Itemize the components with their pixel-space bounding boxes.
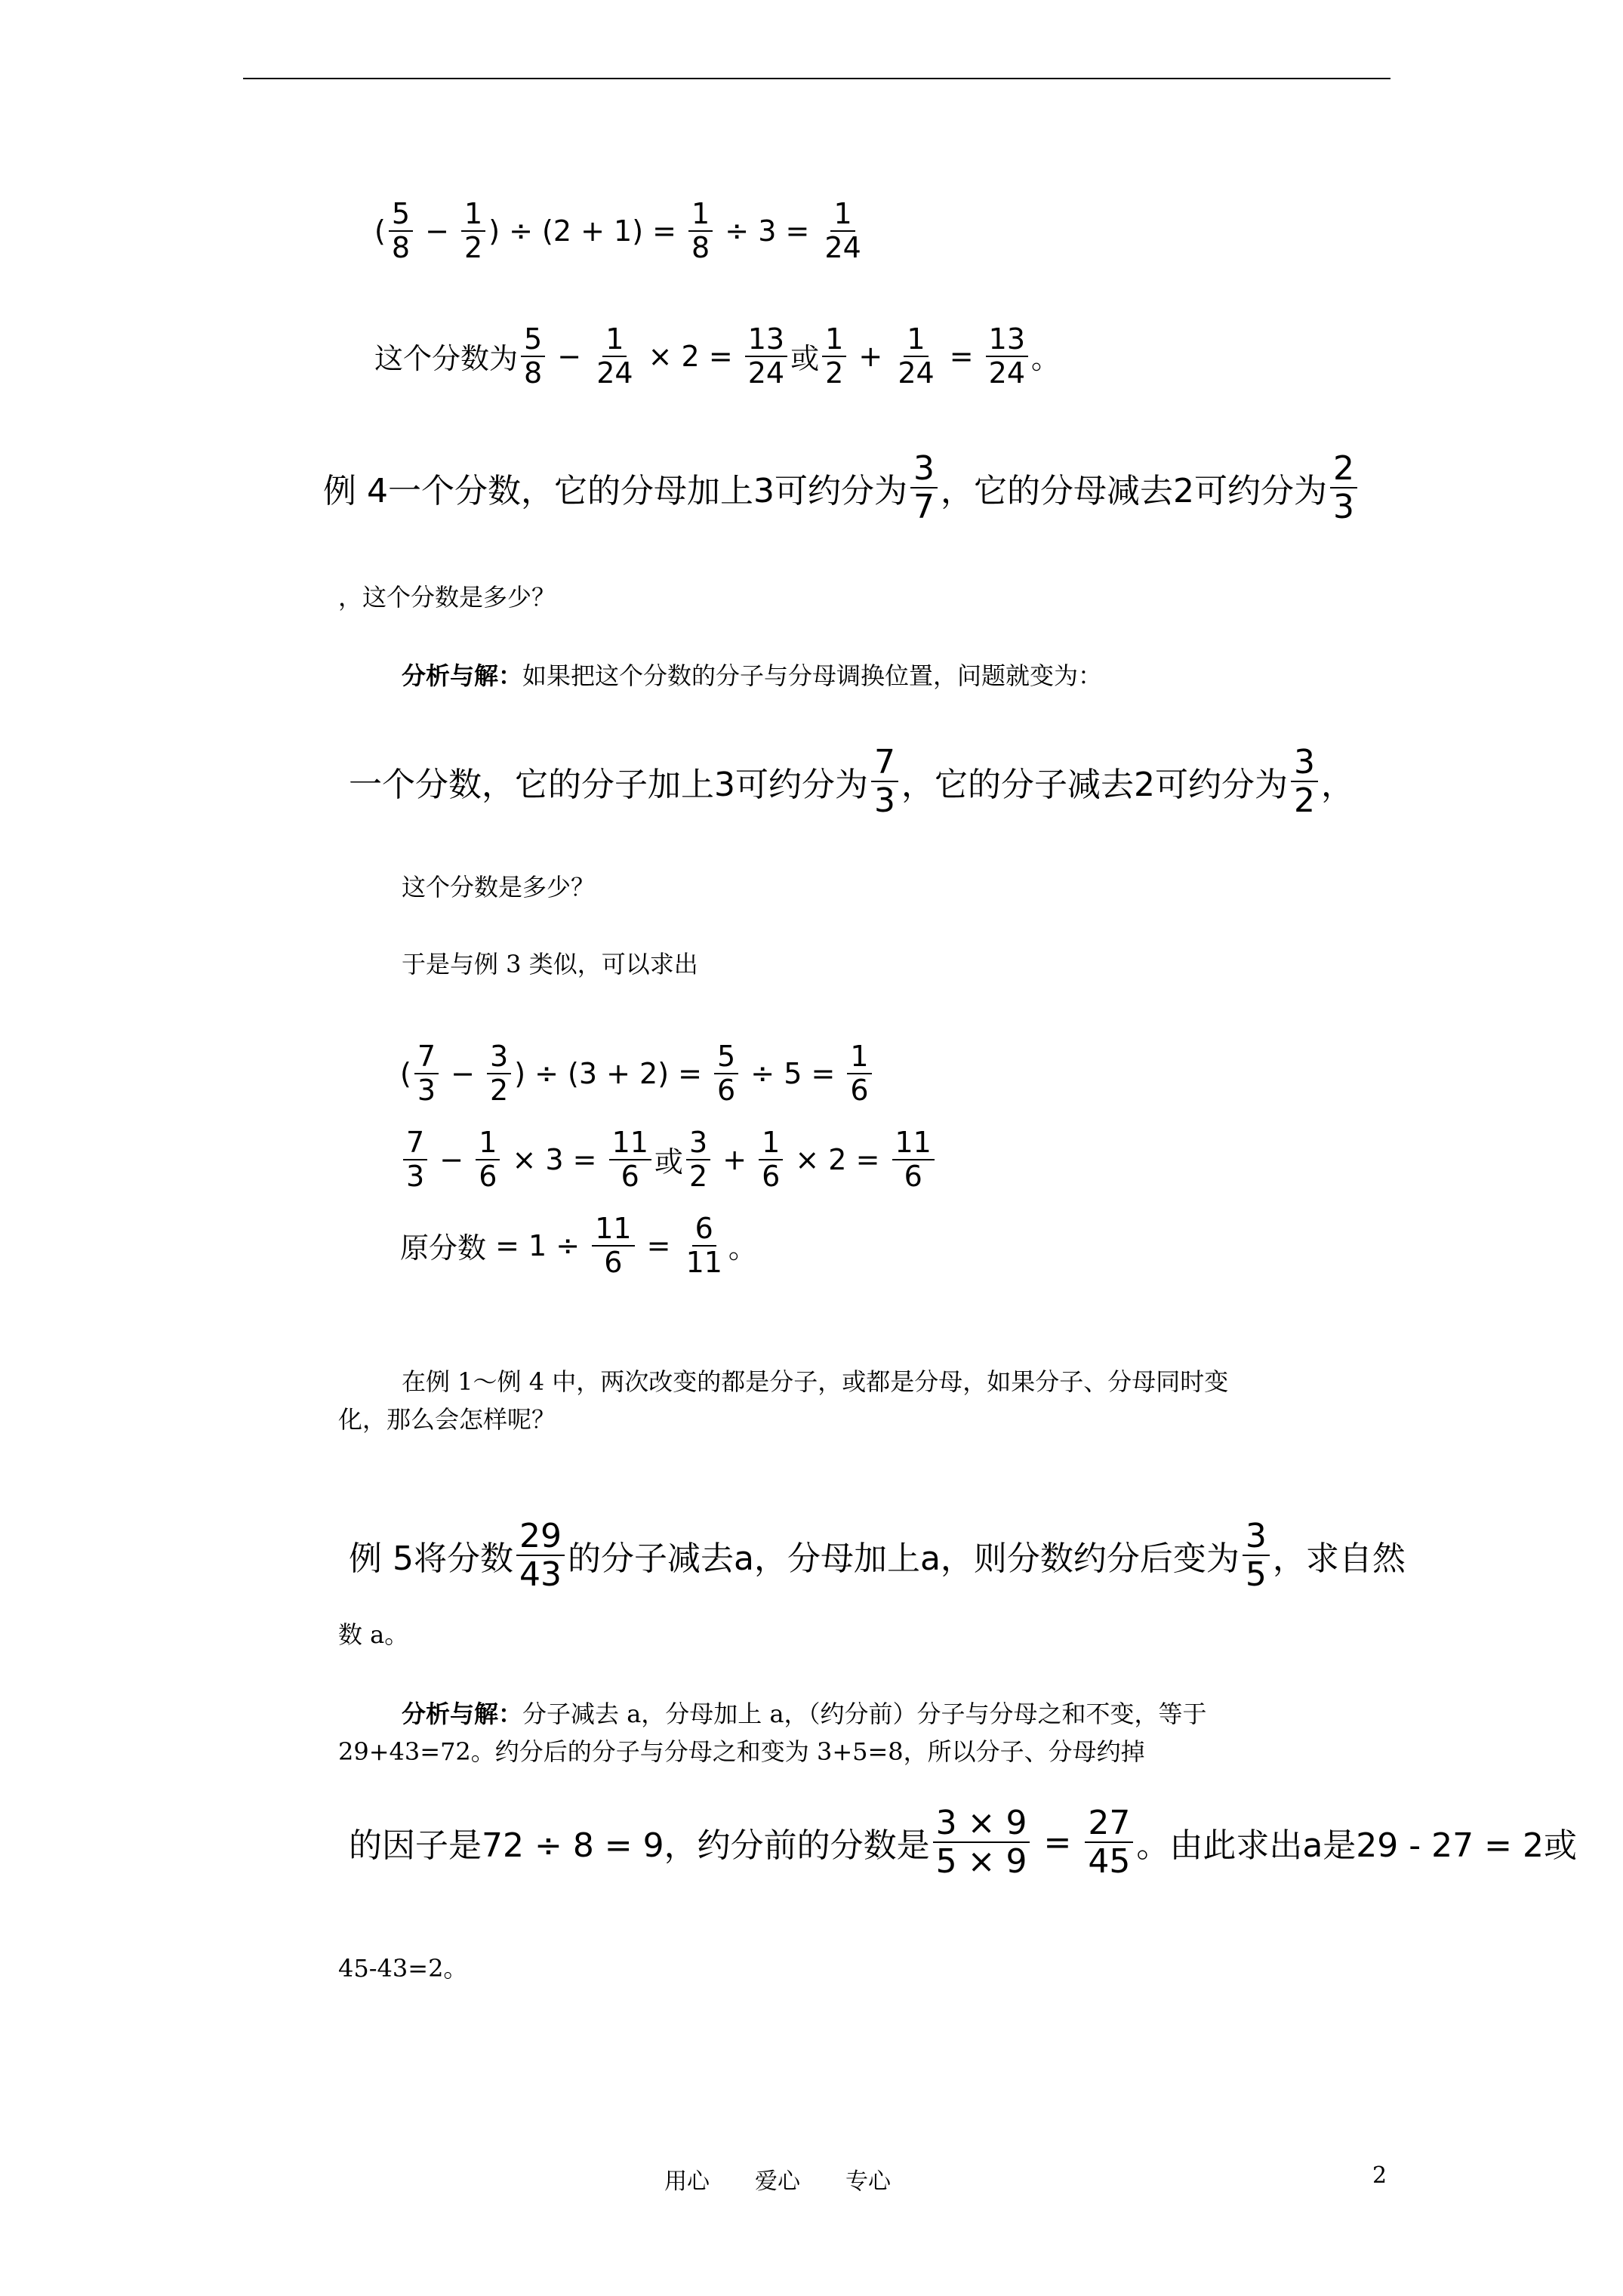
operator: = — [637, 1228, 680, 1262]
fraction: $\frac{1}{2}$ — [461, 198, 485, 264]
operator: − — [442, 1056, 485, 1090]
equation-2 — [374, 323, 1060, 389]
equation-text: 或 — [790, 342, 820, 376]
fraction: $\frac{1}{24}$ — [596, 322, 633, 390]
similar-note: 于是与例 3 类似，可以求出 — [402, 950, 698, 978]
equation-text: 。 — [728, 1231, 757, 1265]
factor-line — [349, 1804, 1577, 1881]
operator: − — [416, 214, 459, 248]
fraction: $\frac{1}{6}$ — [759, 1126, 783, 1192]
header-rule — [243, 78, 1390, 79]
fraction: $\frac{1}{8}$ — [688, 198, 713, 264]
operator: × 3 = — [503, 1142, 606, 1176]
operator: ÷ 3 = — [716, 214, 819, 248]
operator: × 2 = — [786, 1142, 889, 1176]
factor-text: 。由此求出a是29 - 27 = 2或 — [1136, 1826, 1577, 1866]
equation-3 — [400, 1040, 875, 1106]
fraction: $\frac{27}{45}$ — [1085, 1804, 1133, 1881]
example-text: 例 4一个分数，它的分母加上3可约分为 — [323, 472, 907, 511]
restated-question: 这个分数是多少？ — [402, 873, 596, 901]
fraction: $\frac{6}{11}$ — [685, 1212, 722, 1279]
operator: ) ÷ (3 + 2) = — [514, 1056, 712, 1090]
fraction: $\frac{1}{24}$ — [898, 322, 935, 390]
fraction: $\frac{7}{3}$ — [414, 1040, 439, 1106]
operator: + — [713, 1142, 756, 1176]
paragraph-line-1: 在例 1～例 4 中，两次改变的都是分子，或都是分母，如果分子、分母同时变 — [402, 1367, 1229, 1396]
page-number: 2 — [1372, 2162, 1387, 2189]
operator: = 1 ÷ — [486, 1228, 590, 1262]
example-text: ，它的分母减去2可约分为 — [940, 472, 1327, 511]
analysis-paragraph-2 — [402, 1695, 1207, 1730]
example-text: 的分子减去a，分母加上a，则分数约分后变为 — [567, 1539, 1240, 1579]
problem-text: 一个分数，它的分子加上3可约分为 — [349, 766, 868, 805]
fraction: $\frac{11}{6}$ — [609, 1126, 651, 1192]
fraction: $\frac{1}{2}$ — [822, 323, 846, 389]
fraction: $\frac{3}{2}$ — [487, 1040, 511, 1106]
fraction: $\frac{3}{2}$ — [1291, 744, 1318, 820]
problem-text: ， — [1321, 766, 1354, 805]
fraction: $\frac{13}{24}$ — [986, 323, 1028, 389]
analysis-label: 分析与解： — [402, 661, 523, 690]
equation-4 — [400, 1126, 938, 1192]
equation-text: 原分数 — [400, 1231, 487, 1265]
example-4 — [323, 450, 1360, 526]
final-line: 45-43=2。 — [338, 1954, 468, 1983]
operator: − — [548, 339, 591, 373]
operator: × 2 = — [639, 339, 742, 373]
fraction: $\frac{1}{6}$ — [847, 1040, 871, 1106]
example-text: 例 5将分数 — [349, 1539, 513, 1579]
paren: ( — [374, 214, 386, 248]
operator: = — [1033, 1823, 1083, 1862]
example-4-question: ，这个分数是多少？ — [338, 583, 556, 612]
analysis-paragraph-1 — [402, 657, 1102, 692]
equation-text: 这个分数为 — [374, 342, 519, 376]
operator: = — [940, 339, 983, 373]
fraction: $\frac{2}{3}$ — [1330, 450, 1357, 526]
analysis-text: 如果把这个分数的分子与分母调换位置，问题就变为： — [522, 661, 1103, 690]
equation-1 — [374, 198, 867, 264]
fraction: $\frac{3 \times 9}{5 \times 9}$ — [933, 1804, 1030, 1881]
fraction: $\frac{3}{2}$ — [686, 1126, 710, 1192]
fraction: $\frac{1}{6}$ — [476, 1126, 500, 1192]
fraction: $\frac{11}{6}$ — [592, 1213, 634, 1278]
example-text: ，求自然 — [1272, 1539, 1406, 1579]
operator: ) ÷ (2 + 1) = — [488, 214, 686, 248]
analysis-paragraph-2-line-2: 29+43=72。约分后的分子与分母之和变为 3+5=8，所以分子、分母约掉 — [338, 1737, 1145, 1766]
fraction: $\frac{11}{6}$ — [892, 1126, 935, 1192]
analysis-text: 分子减去 a，分母加上 a，（约分前）分子与分母之和不变，等于 — [522, 1700, 1207, 1728]
footer-text: 用心 爱心 专心 — [664, 2168, 891, 2195]
example-5-line-2: 数 a。 — [338, 1620, 409, 1649]
fraction: $\frac{5}{8}$ — [521, 323, 545, 389]
factor-text: 的因子是72 ÷ 8 = 9，约分前的分数是 — [349, 1826, 930, 1866]
operator: ÷ 5 = — [741, 1056, 845, 1090]
operator: − — [430, 1142, 473, 1176]
equation-5 — [400, 1213, 757, 1278]
fraction: $\frac{7}{3}$ — [403, 1126, 427, 1192]
fraction: $\frac{5}{6}$ — [714, 1040, 738, 1106]
fraction: $\frac{3}{7}$ — [910, 450, 938, 526]
fraction: $\frac{29}{43}$ — [516, 1518, 565, 1594]
restated-problem — [349, 744, 1354, 820]
example-5 — [349, 1518, 1406, 1594]
fraction: $\frac{7}{3}$ — [871, 744, 898, 820]
paragraph-line-2: 化，那么会怎样呢？ — [338, 1405, 556, 1434]
analysis-label: 分析与解： — [402, 1700, 523, 1728]
equation-text: 或 — [654, 1145, 683, 1179]
fraction: $\frac{3}{5}$ — [1243, 1518, 1270, 1594]
problem-text: ，它的分子减去2可约分为 — [901, 766, 1288, 805]
fraction: $\frac{5}{8}$ — [389, 198, 413, 264]
fraction: $\frac{13}{24}$ — [745, 323, 787, 389]
equation-text: 。 — [1031, 342, 1061, 376]
paren: ( — [400, 1056, 411, 1090]
operator: + — [849, 339, 892, 373]
fraction: $\frac{1}{24}$ — [824, 197, 861, 264]
